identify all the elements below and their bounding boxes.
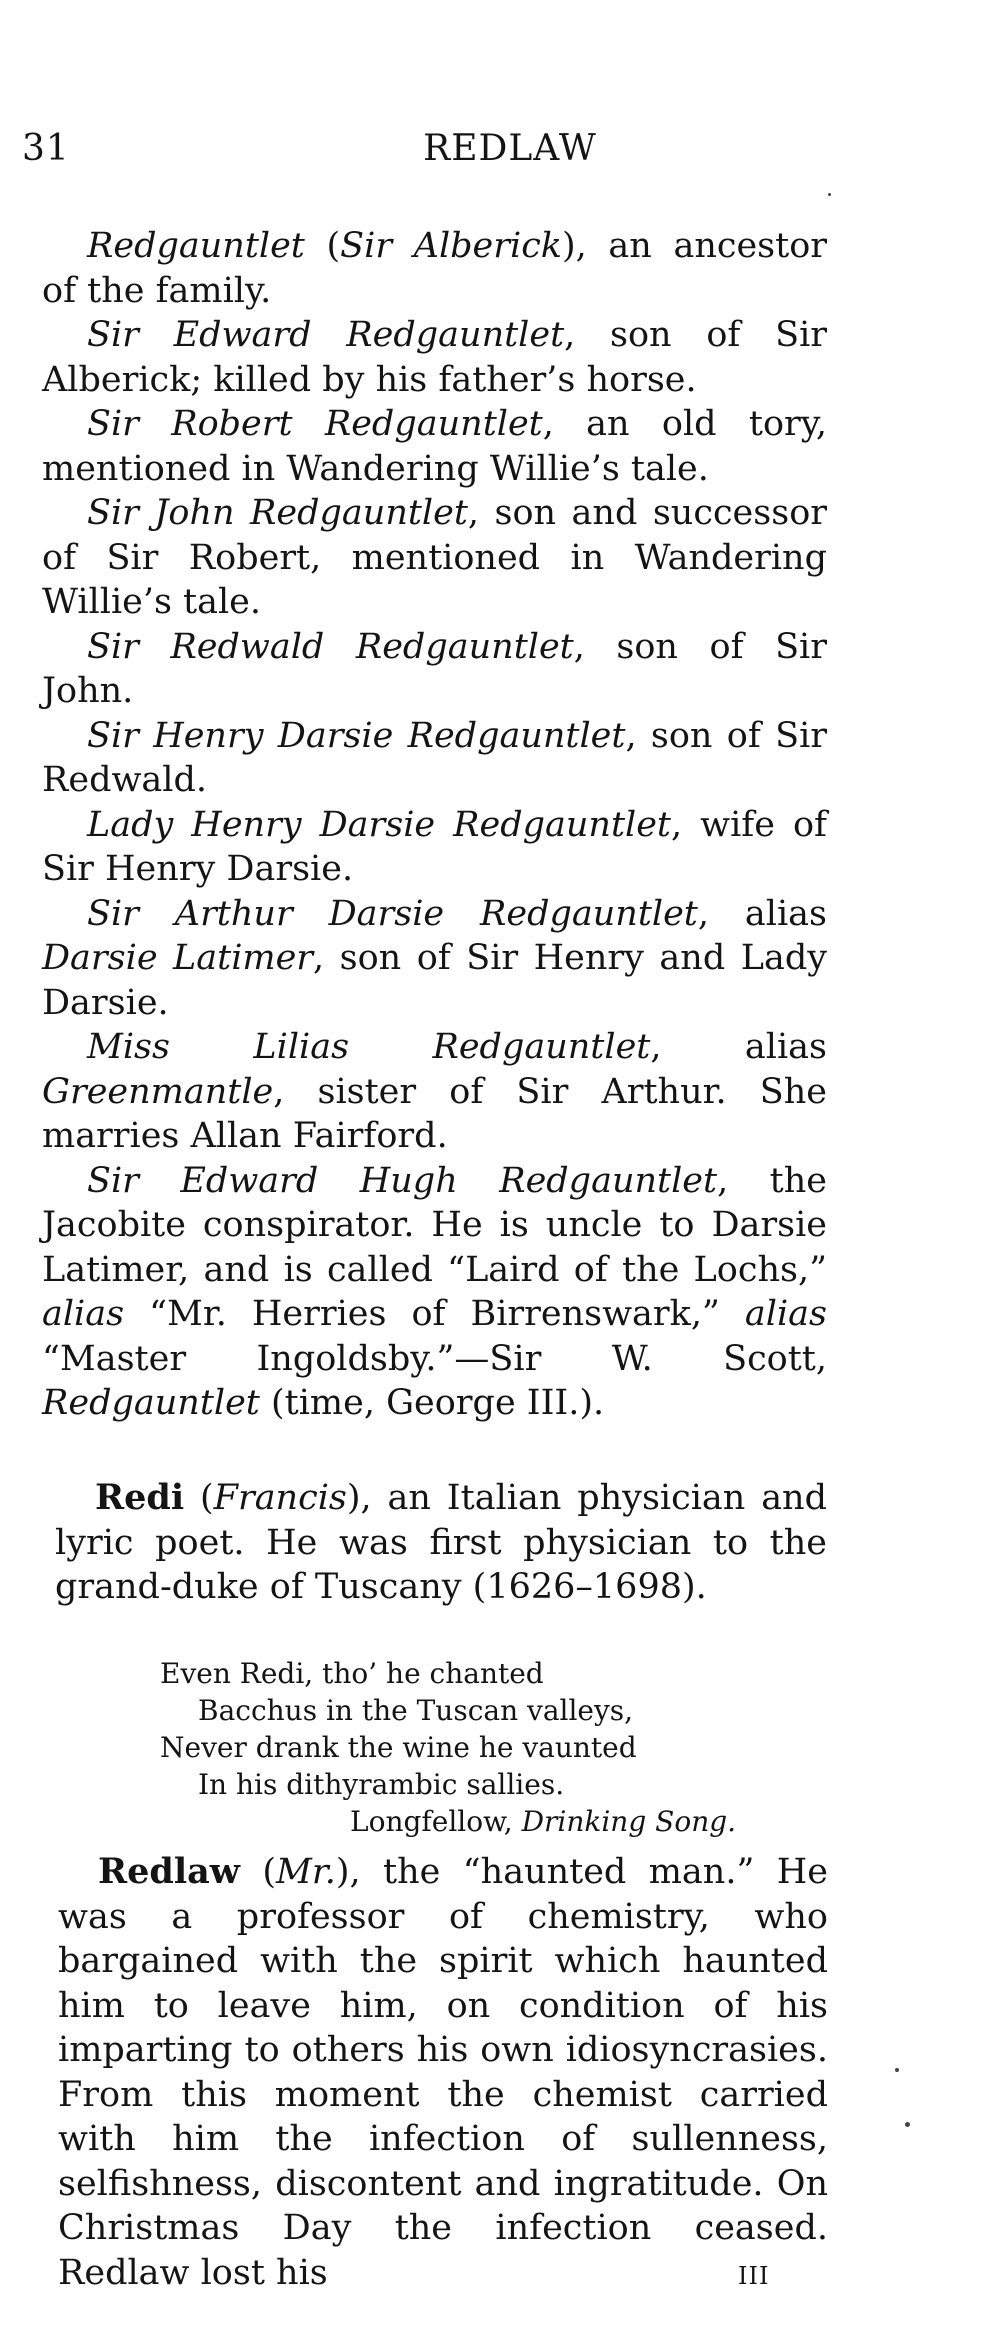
- print-speck: [905, 2122, 910, 2127]
- verse-line: In his dithyrambic sallies.: [198, 1768, 565, 1801]
- verse-line: Never drank the wine he vaunted: [160, 1731, 637, 1764]
- redgauntlet-list: [42, 224, 827, 1426]
- print-speck: [895, 2068, 899, 2072]
- verse-line: Even Redi, tho’ he chanted: [160, 1657, 544, 1690]
- entry-redlaw: Redlaw (Mr.), the “haunted man.” He was a professor of chemistry, who bargained with the spirit which haunted him to leave him, on condition of his imparting to others his own idiosyncrasies. From this moment the chemist carried with him the infection of sullenness, selfishness, discontent and ingratitude. On Christmas Day the infection ceased. Redlaw lost his: [58, 1851, 828, 2293]
- entry-sir-john: Sir John Redgauntlet, son and successor of Sir Robert, mentioned in Wandering Willie’s tale.: [42, 493, 827, 622]
- entry-redi: Redi (Francis), an Italian physician and lyric poet. He was first physician to the grand-duke of Tuscany (1626–1698).: [55, 1477, 828, 1607]
- entry-miss-lilias: Miss Lilias Redgauntlet, alias Greenmantle, sister of Sir Arthur. She marries Allan Fairford.: [42, 1027, 827, 1156]
- entry-sir-edward: Sir Edward Redgauntlet, son of Sir Alberick; killed by his father’s horse.: [42, 315, 827, 400]
- entry-sir-robert: Sir Robert Redgauntlet, an old tory, mentioned in Wandering Willie’s tale.: [42, 404, 827, 489]
- entry-lady-henry-darsie: Lady Henry Darsie Redgauntlet, wife of Sir Henry Darsie.: [42, 804, 827, 889]
- entry-alberick: Redgauntlet (Sir Alberick), an ancestor of the family.: [42, 226, 828, 311]
- entry-sir-edward-hugh: Sir Edward Hugh Redgauntlet, the Jacobite conspirator. He is uncle to Darsie Latimer, and is called “Laird of the Lochs,” alias “Mr. Herries of Birrenswark,” alias “Master Ingoldsby.”—Sir W. Scott, Redgauntlet (time, George III.).: [42, 1160, 827, 1423]
- running-title: REDLAW: [423, 128, 597, 169]
- entry-sir-redwald: Sir Redwald Redgauntlet, son of Sir John.: [42, 626, 827, 711]
- headword-redlaw: Redlaw: [98, 1851, 240, 1892]
- signature-mark: III: [738, 2262, 770, 2290]
- entry-sir-henry-darsie: Sir Henry Darsie Redgauntlet, son of Sir Redwald.: [42, 715, 827, 800]
- verse-attribution: Longfellow, Drinking Song.: [350, 1805, 737, 1838]
- verse-line: Bacchus in the Tuscan valleys,: [198, 1694, 634, 1727]
- headword-redi: Redi: [95, 1477, 185, 1518]
- entry-sir-arthur-darsie: Sir Arthur Darsie Redgauntlet, alias Darsie Latimer, son of Sir Henry and Lady Darsie.: [42, 893, 828, 1023]
- verse-quotation: [160, 1655, 800, 1840]
- page-header: [0, 128, 1000, 178]
- print-speck: [828, 193, 831, 196]
- page-number: 31: [22, 128, 70, 169]
